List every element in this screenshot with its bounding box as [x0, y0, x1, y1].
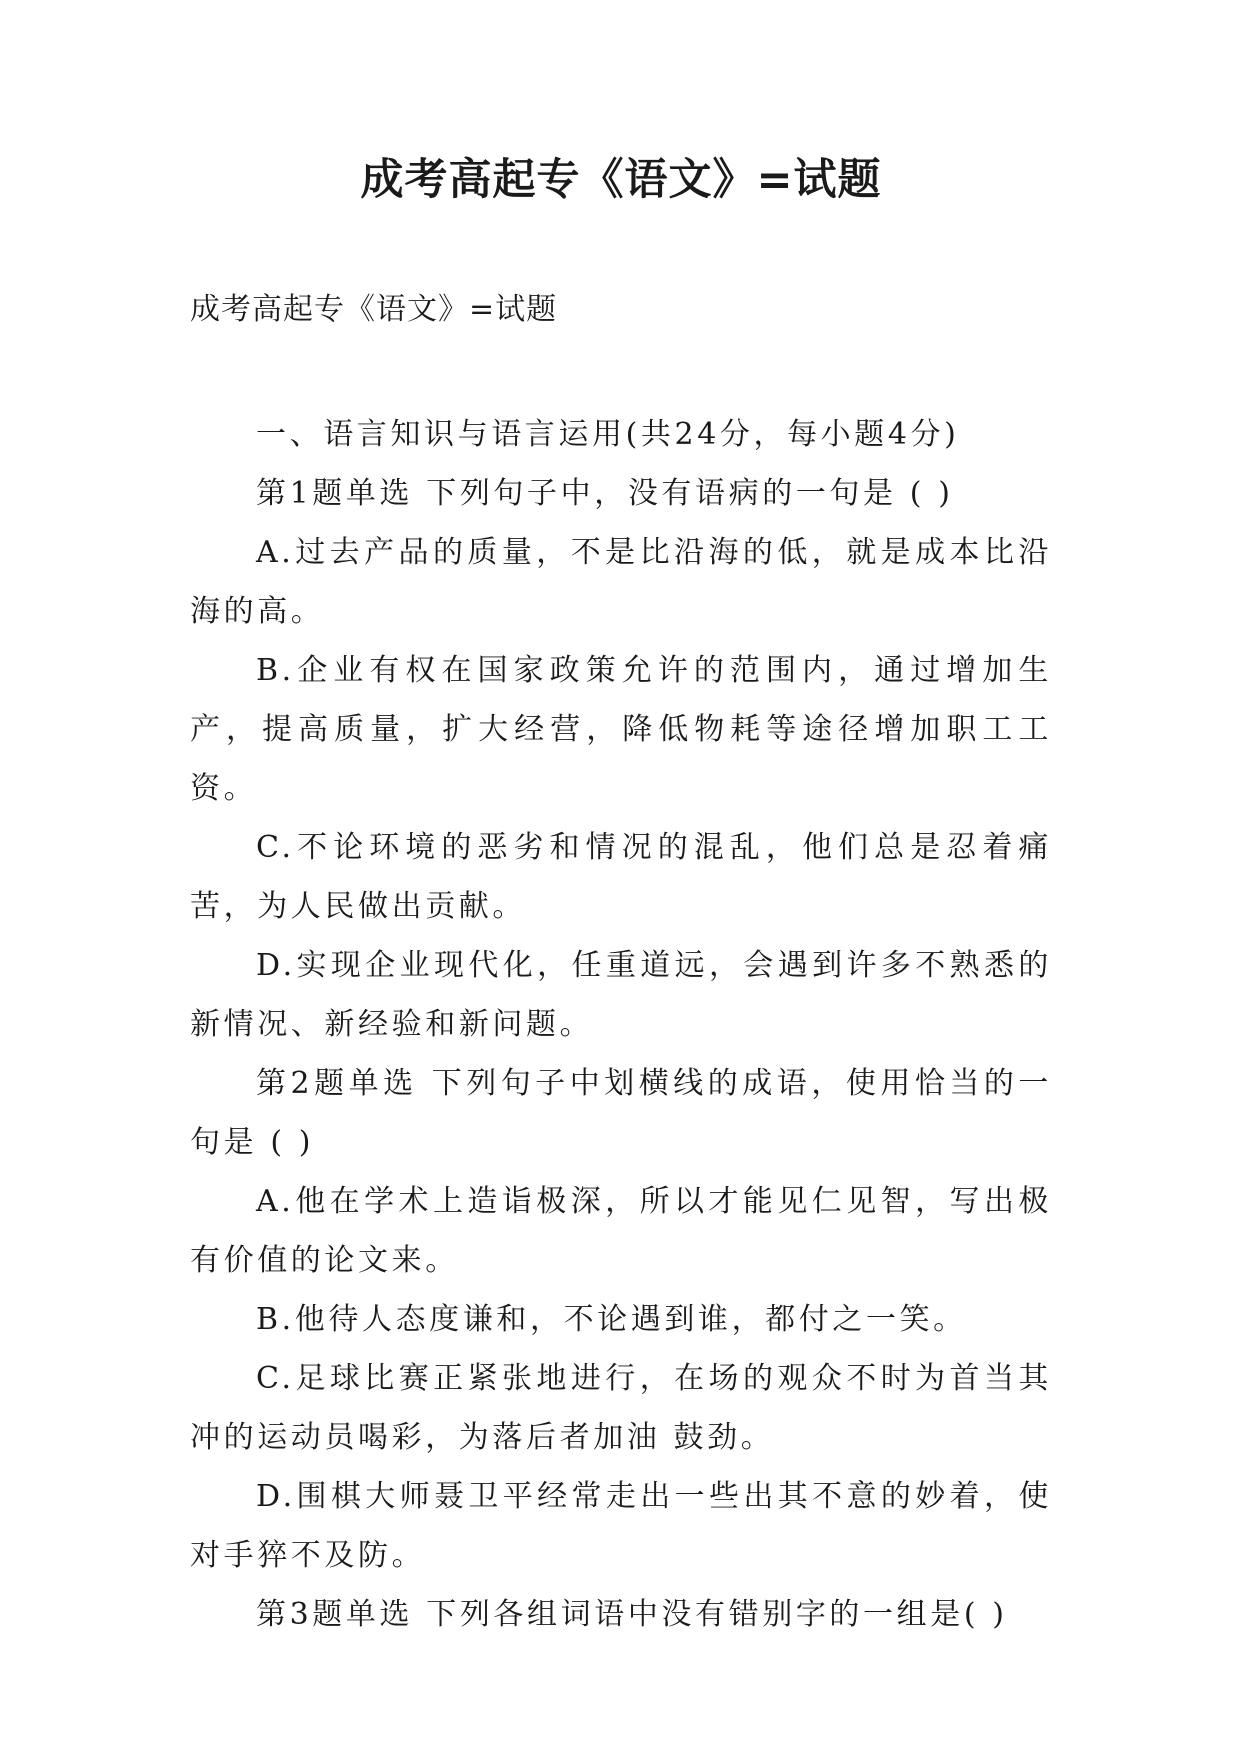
question-1-option-d: D.实现企业现代化，任重道远，会遇到许多不熟悉的新情况、新经验和新问题。	[190, 948, 1052, 1042]
document-title: 成考高起专《语文》=试题	[360, 155, 882, 205]
document-page	[190, 0, 1052, 1754]
question-2-option-d: D.围棋大师聂卫平经常走出一些出其不意的妙着，使对手猝不及防。	[190, 1479, 1052, 1573]
document-subtitle: 成考高起专《语文》=试题	[190, 292, 558, 327]
question-1-option-c: C.不论环境的恶劣和情况的混乱，他们总是忍着痛苦，为人民做出贡献。	[190, 830, 1052, 924]
question-1-stem: 第1题单选 下列句子中，没有语病的一句是 ( )	[256, 476, 954, 511]
question-3-stem: 第3题单选 下列各组词语中没有错别字的一组是( )	[256, 1597, 1008, 1632]
question-2-option-b: B.他待人态度谦和，不论遇到谁，都付之一笑。	[256, 1302, 967, 1337]
section-heading: 一、语言知识与语言运用(共24分，每小题4分)	[256, 417, 960, 452]
question-2-option-c: C.足球比赛正紧张地进行，在场的观众不时为首当其冲的运动员喝彩，为落后者加油 鼓劲。	[190, 1361, 1052, 1455]
question-1-option-b: B.企业有权在国家政策允许的范围内，通过增加生产，提高质量，扩大经营，降低物耗等途径增加职工工资。	[190, 653, 1052, 806]
question-1-option-a: A.过去产品的质量，不是比沿海的低，就是成本比沿海的高。	[190, 535, 1052, 629]
document-body	[190, 405, 1052, 1644]
question-2-stem: 第2题单选 下列句子中划横线的成语，使用恰当的一句是 ( )	[190, 1066, 1052, 1160]
question-2-option-a: A.他在学术上造诣极深，所以才能见仁见智，写出极有价值的论文来。	[190, 1184, 1052, 1278]
